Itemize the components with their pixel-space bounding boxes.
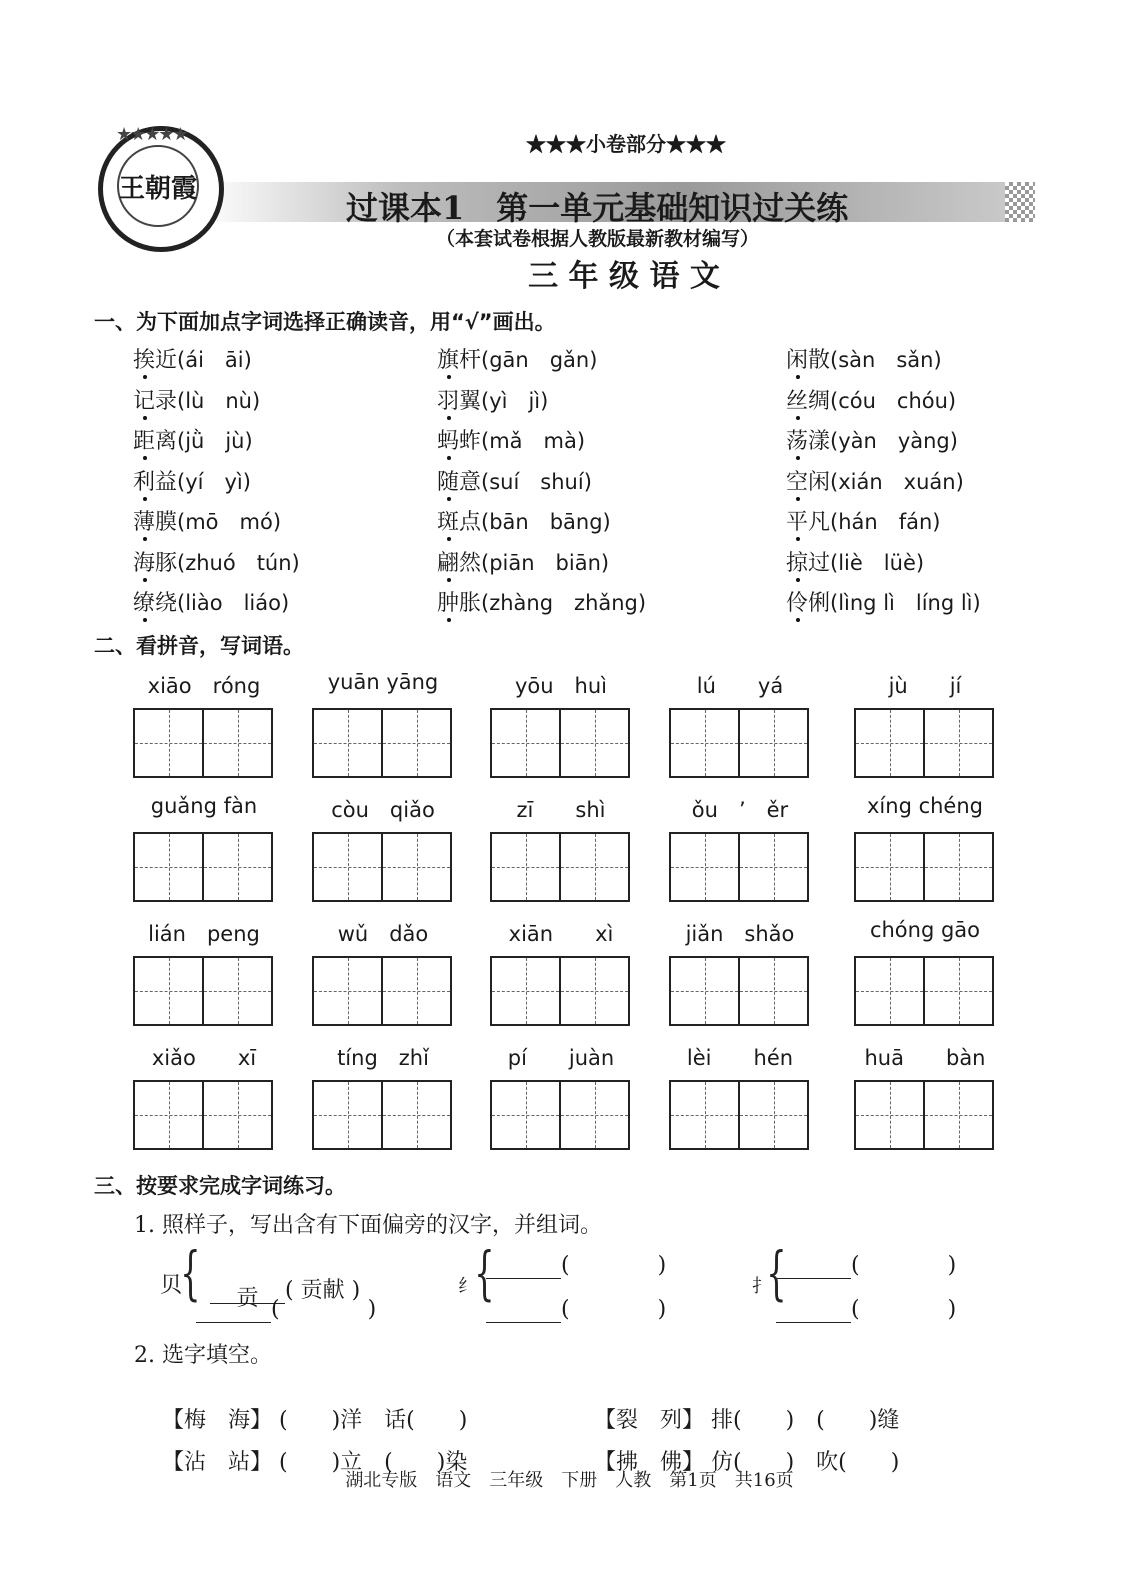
pinyin-label: xiǎo xī <box>151 1046 257 1070</box>
item-pinyin-options[interactable]: (cóu chóu) <box>830 388 957 413</box>
emphasis-dot-icon <box>447 618 451 622</box>
reading-item[interactable] <box>437 424 585 455</box>
choice-chars: 【裂 列】 <box>594 1408 705 1433</box>
choice-chars: 【沾 站】 <box>162 1450 273 1475</box>
brace-icon: { <box>474 1239 495 1307</box>
grid-cell[interactable] <box>204 1082 271 1148</box>
emphasis-dot-icon <box>447 497 451 501</box>
grid-cell[interactable] <box>561 710 628 776</box>
reading-item[interactable] <box>786 546 924 577</box>
item-pinyin-options[interactable]: (yì jì) <box>481 388 549 413</box>
subject-title: 三 年 级 语 文 <box>528 259 720 294</box>
example-row: 贡 ( 贡献 ) <box>196 1248 360 1304</box>
grid-cell[interactable] <box>925 958 992 1024</box>
logo-text: 王朝霞 <box>117 145 199 227</box>
emphasis-dot-icon <box>796 537 800 541</box>
item-pinyin-options[interactable]: (gān gǎn) <box>481 348 598 372</box>
item-pinyin-options[interactable]: (lìng lì líng lì) <box>830 591 981 615</box>
grid-cell[interactable] <box>492 710 561 776</box>
grid-cell[interactable] <box>925 710 992 776</box>
reading-item[interactable] <box>786 505 940 536</box>
grid-cell[interactable] <box>856 1082 925 1148</box>
item-word: 荡漾 <box>786 429 831 454</box>
item-word: 空闲 <box>786 469 831 495</box>
pinyin-label: xiān xì <box>508 922 614 946</box>
item-pinyin-options[interactable]: (liào liáo) <box>177 591 290 615</box>
reading-item[interactable] <box>133 505 281 536</box>
writing-grid[interactable] <box>490 708 630 778</box>
reading-item[interactable] <box>786 343 942 374</box>
reading-item[interactable] <box>133 343 252 374</box>
radical-2: 纟 <box>458 1276 476 1297</box>
radical-1: 贝 <box>160 1273 183 1298</box>
item-pinyin-options[interactable]: (jǜ jù) <box>177 429 253 453</box>
emphasis-dot-icon <box>796 416 800 420</box>
emphasis-dot-icon <box>796 375 800 379</box>
item-pinyin-options[interactable]: (zhàng zhǎng) <box>481 591 647 615</box>
writing-grid[interactable] <box>312 1080 452 1150</box>
pinyin-label: lú yá <box>696 674 784 698</box>
grid-cell[interactable] <box>671 834 740 900</box>
page-title: 过课本1 第一单元基础知识过关练 <box>346 189 849 227</box>
item-word: 薄膜 <box>133 510 178 535</box>
reading-item[interactable] <box>786 465 964 496</box>
emphasis-dot-icon <box>143 456 147 460</box>
q2-prompt: 2. 选字填空。 <box>134 1343 272 1368</box>
grid-cell[interactable] <box>314 1082 383 1148</box>
grid-cell[interactable] <box>383 710 450 776</box>
pinyin-label: wǔ dǎo <box>337 922 429 946</box>
grid-cell[interactable] <box>856 834 925 900</box>
pinyin-label: huā bàn <box>864 1046 986 1070</box>
reading-item[interactable] <box>437 505 611 536</box>
writing-grid[interactable] <box>312 708 452 778</box>
fill-blanks[interactable]: ( )立 ( )染 <box>279 1450 468 1475</box>
item-word: 利益 <box>133 469 178 495</box>
writing-grid[interactable] <box>133 708 273 778</box>
item-pinyin-options[interactable]: (liè lüè) <box>830 550 925 575</box>
fill-blanks[interactable]: 仿( ) 吹( ) <box>711 1450 900 1475</box>
pinyin-label: tíng zhǐ <box>337 1046 429 1070</box>
emphasis-dot-icon <box>143 375 147 379</box>
grid-cell[interactable] <box>492 958 561 1024</box>
grid-cell[interactable] <box>204 834 271 900</box>
page-footer: 湖北专版 语文 三年级 下册 人教 第1页 共16页 <box>345 1470 794 1491</box>
writing-grid[interactable] <box>312 956 452 1026</box>
emphasis-dot-icon <box>143 618 147 622</box>
pinyin-label: jù jí <box>888 674 962 698</box>
grid-cell[interactable] <box>314 710 383 776</box>
writing-grid[interactable] <box>669 708 809 778</box>
section1-heading: 一、为下面加点字词选择正确读音，用“√”画出。 <box>94 310 556 334</box>
writing-grid[interactable] <box>854 956 994 1026</box>
item-word: 挨近 <box>133 348 178 373</box>
grid-cell[interactable] <box>135 710 204 776</box>
item-pinyin-options[interactable]: (zhuó tún) <box>177 550 300 575</box>
writing-grid[interactable] <box>854 832 994 902</box>
section2-heading: 二、看拼音，写词语。 <box>94 634 304 658</box>
grid-cell[interactable] <box>740 1082 807 1148</box>
writing-grid[interactable] <box>133 832 273 902</box>
answer-row[interactable]: ( ) <box>486 1248 666 1279</box>
checker-decoration <box>1005 182 1035 222</box>
item-word: 伶俐 <box>786 591 831 616</box>
brace-icon: { <box>180 1239 201 1307</box>
answer-row[interactable]: ( ) <box>486 1292 666 1323</box>
pinyin-label: lián peng <box>148 922 260 946</box>
reading-item[interactable] <box>133 424 253 455</box>
reading-item[interactable] <box>133 384 260 415</box>
grid-cell[interactable] <box>561 1082 628 1148</box>
item-pinyin-options[interactable]: (yàn yàng) <box>830 429 958 453</box>
item-pinyin-options[interactable]: (yí yì) <box>177 469 251 494</box>
emphasis-dot-icon <box>796 497 800 501</box>
item-word: 丝绸 <box>786 388 831 414</box>
item-word: 肿胀 <box>437 591 482 616</box>
grid-cell[interactable] <box>856 710 925 776</box>
item-pinyin-options[interactable]: (bān bāng) <box>481 510 611 534</box>
grid-cell[interactable] <box>383 1082 450 1148</box>
pinyin-label: còu qiǎo <box>331 798 435 822</box>
reading-item[interactable] <box>786 384 956 415</box>
emphasis-dot-icon <box>796 456 800 460</box>
reading-item[interactable] <box>133 546 300 577</box>
pinyin-label: guǎng fàn <box>150 794 258 818</box>
choice-chars: 【拂 佛】 <box>594 1450 705 1475</box>
pinyin-label: xiāo róng <box>147 674 261 698</box>
item-word: 记录 <box>133 388 178 414</box>
item-pinyin-options[interactable]: (mō mó) <box>177 510 282 534</box>
emphasis-dot-icon <box>447 537 451 541</box>
writing-grid[interactable] <box>854 708 994 778</box>
grid-cell[interactable] <box>204 710 271 776</box>
grid-cell[interactable] <box>492 1082 561 1148</box>
reading-item[interactable] <box>133 586 289 617</box>
writing-grid[interactable] <box>490 832 630 902</box>
grid-cell[interactable] <box>383 958 450 1024</box>
emphasis-dot-icon <box>796 578 800 582</box>
answer-row[interactable]: ( ) <box>776 1292 956 1323</box>
grid-cell[interactable] <box>740 958 807 1024</box>
emphasis-dot-icon <box>143 416 147 420</box>
grid-cell[interactable] <box>561 958 628 1024</box>
item-pinyin-options[interactable]: (sàn sǎn) <box>830 348 942 372</box>
grid-cell[interactable] <box>204 958 271 1024</box>
pinyin-label: zī shì <box>516 798 606 822</box>
emphasis-dot-icon <box>447 578 451 582</box>
writing-grid[interactable] <box>312 832 452 902</box>
emphasis-dot-icon <box>796 618 800 622</box>
logo-stars-icon: ★★★★★ <box>116 124 187 145</box>
writing-grid[interactable] <box>669 832 809 902</box>
grid-cell[interactable] <box>740 834 807 900</box>
writing-grid[interactable] <box>490 956 630 1026</box>
item-word: 掠过 <box>786 550 831 576</box>
grid-cell[interactable] <box>671 710 740 776</box>
item-word: 蚂蚱 <box>437 429 482 454</box>
grid-cell[interactable] <box>383 834 450 900</box>
reading-item[interactable] <box>437 465 592 496</box>
answer-row[interactable]: ( ) <box>196 1292 376 1323</box>
grid-cell[interactable] <box>740 710 807 776</box>
item-pinyin-options[interactable]: (lù nù) <box>177 388 261 413</box>
pinyin-label: ǒu ’ ěr <box>691 798 789 822</box>
item-word: 翩然 <box>437 550 482 576</box>
reading-item[interactable] <box>786 424 958 455</box>
title-note: （本套试卷根据人教版最新教材编写） <box>436 228 760 250</box>
pinyin-label: yōu huì <box>514 674 608 698</box>
emphasis-dot-icon <box>143 537 147 541</box>
fill-blanks[interactable]: 排( ) ( )缝 <box>711 1408 900 1433</box>
item-word: 斑点 <box>437 510 482 535</box>
brace-icon: { <box>766 1239 787 1307</box>
writing-grid[interactable] <box>133 1080 273 1150</box>
series-label: ★★★小卷部分★★★ <box>526 132 726 156</box>
grid-cell[interactable] <box>314 958 383 1024</box>
item-pinyin-options[interactable]: (suí shuí) <box>481 469 592 494</box>
item-word: 闲散 <box>786 348 831 373</box>
grid-cell[interactable] <box>671 958 740 1024</box>
q1-prompt: 1. 照样子，写出含有下面偏旁的汉字，并组词。 <box>134 1213 602 1238</box>
item-word: 缭绕 <box>133 591 178 616</box>
grid-cell[interactable] <box>135 1082 204 1148</box>
writing-grid[interactable] <box>133 956 273 1026</box>
example-word: 贡献 <box>300 1278 345 1303</box>
emphasis-dot-icon <box>143 578 147 582</box>
grid-cell[interactable] <box>925 1082 992 1148</box>
pinyin-label: jiǎn shǎo <box>685 922 795 946</box>
item-word: 平凡 <box>786 510 831 535</box>
choice-chars: 【梅 海】 <box>162 1408 273 1433</box>
reading-item[interactable] <box>437 546 609 577</box>
reading-item[interactable] <box>786 586 981 617</box>
pinyin-label: yuān yāng <box>327 670 439 694</box>
item-pinyin-options[interactable]: (piān biān) <box>481 550 610 575</box>
emphasis-dot-icon <box>447 416 451 420</box>
section3-heading: 三、按要求完成字词练习。 <box>94 1174 346 1198</box>
reading-item[interactable] <box>437 343 597 374</box>
item-pinyin-options[interactable]: (xián xuán) <box>830 469 964 494</box>
grid-cell[interactable] <box>314 834 383 900</box>
writing-grid[interactable] <box>669 956 809 1026</box>
reading-item[interactable] <box>133 465 251 496</box>
grid-cell[interactable] <box>925 834 992 900</box>
item-word: 羽翼 <box>437 388 482 414</box>
grid-cell[interactable] <box>135 958 204 1024</box>
grid-cell[interactable] <box>135 834 204 900</box>
answer-row[interactable]: ( ) <box>776 1248 956 1279</box>
emphasis-dot-icon <box>447 375 451 379</box>
radical-3: 扌 <box>752 1276 770 1297</box>
reading-item[interactable] <box>437 384 548 415</box>
item-word: 距离 <box>133 429 178 454</box>
grid-cell[interactable] <box>856 958 925 1024</box>
item-word: 旗杆 <box>437 348 482 373</box>
writing-grid[interactable] <box>854 1080 994 1150</box>
reading-item[interactable] <box>437 586 646 617</box>
pinyin-label: pí juàn <box>507 1046 615 1070</box>
item-pinyin-options[interactable]: (hán fán) <box>830 510 941 534</box>
writing-grid[interactable] <box>490 1080 630 1150</box>
grid-cell[interactable] <box>561 834 628 900</box>
pinyin-label: lèi hén <box>686 1046 794 1070</box>
grid-cell[interactable] <box>492 834 561 900</box>
pinyin-label: xíng chéng <box>867 794 983 818</box>
fill-blanks[interactable]: ( )洋 话( ) <box>279 1408 468 1433</box>
item-pinyin-options[interactable]: (mǎ mà) <box>481 429 586 453</box>
emphasis-dot-icon <box>447 456 451 460</box>
grid-cell[interactable] <box>671 1082 740 1148</box>
item-pinyin-options[interactable]: (ái āi) <box>177 348 252 372</box>
item-word: 随意 <box>437 469 482 495</box>
writing-grid[interactable] <box>669 1080 809 1150</box>
pinyin-label: chóng gāo <box>869 918 981 942</box>
emphasis-dot-icon <box>143 497 147 501</box>
item-word: 海豚 <box>133 550 178 576</box>
example-char: 贡 <box>210 1281 285 1304</box>
